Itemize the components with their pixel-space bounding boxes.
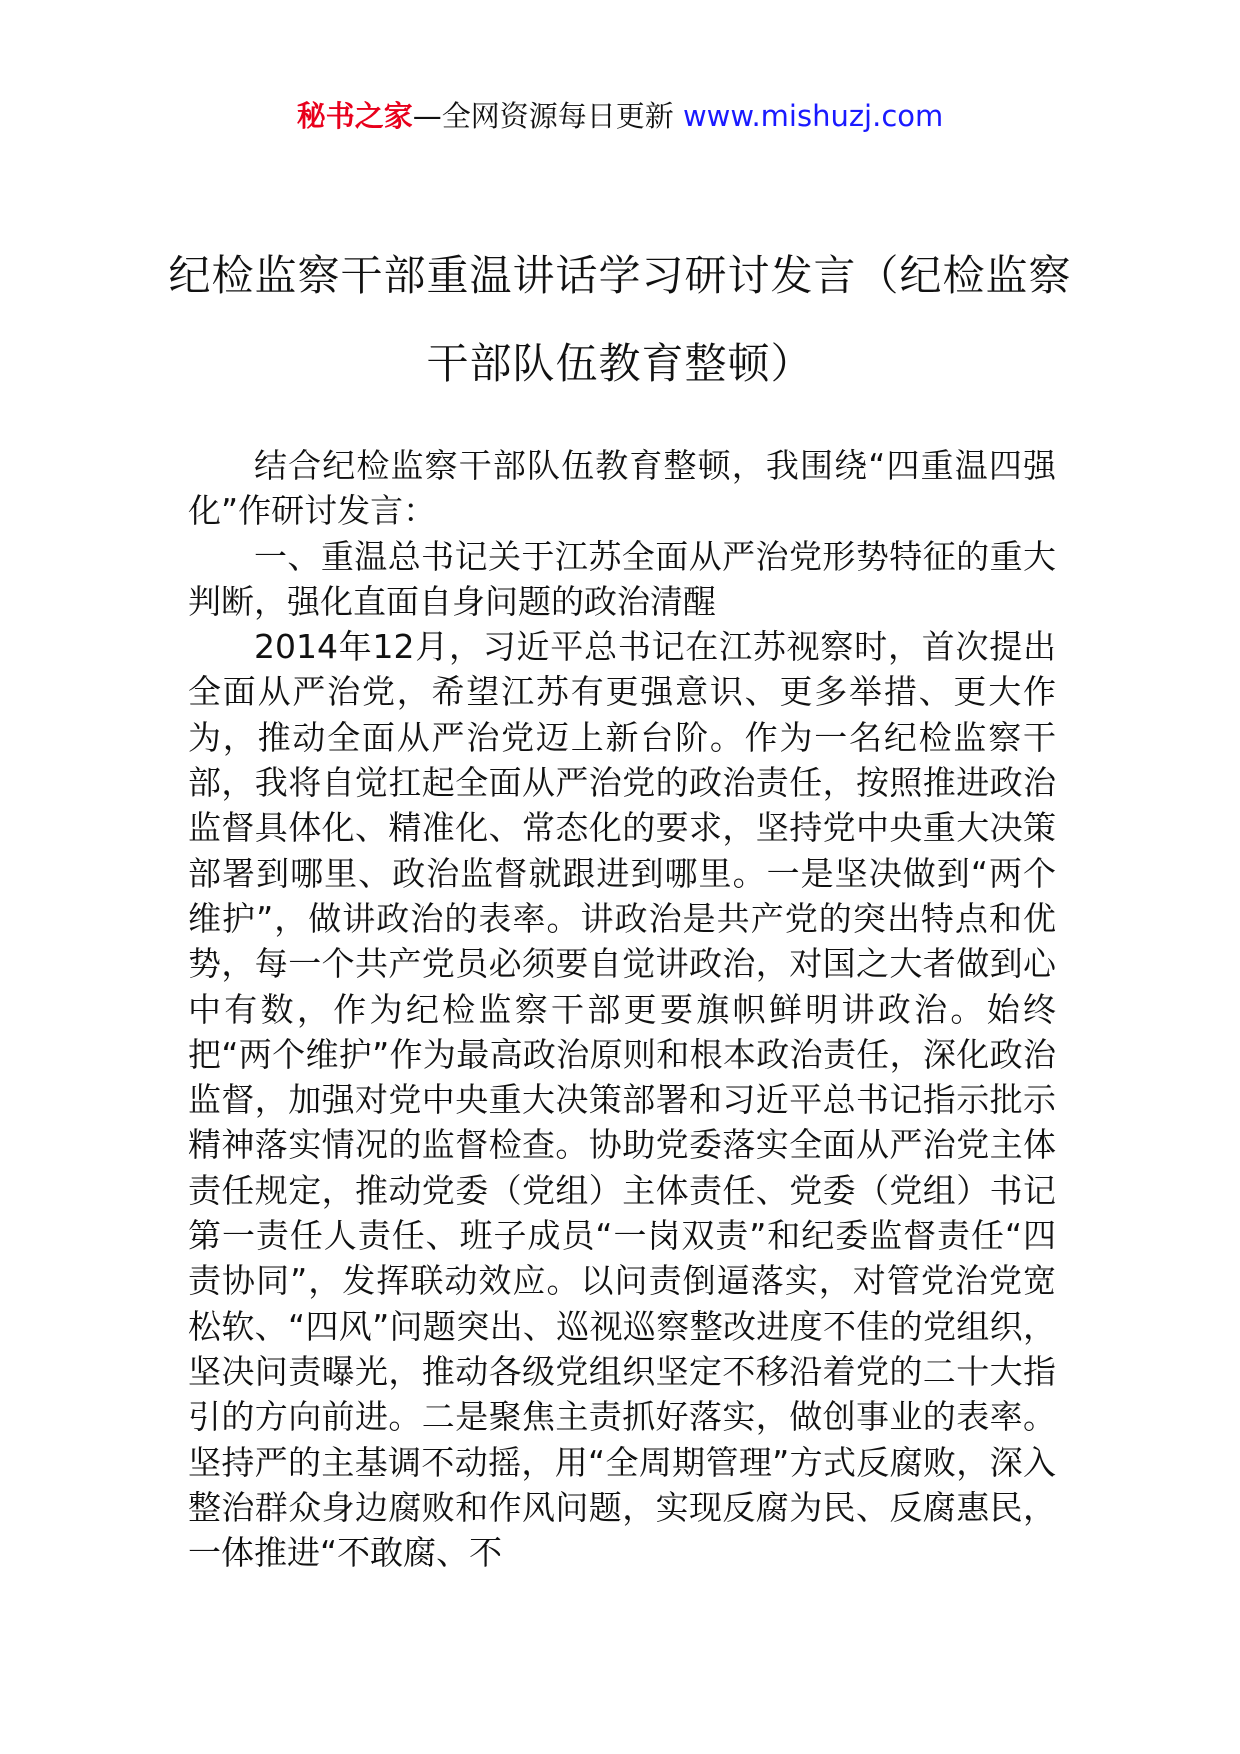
site-brand: 秘书之家 bbox=[296, 99, 413, 133]
body-paragraph: 2014年12月，习近平总书记在江苏视察时，首次提出全面从严治党，希望江苏有更强意识、更多举措、更大作为，推动全面从严治党迈上新台阶。作为一名纪检监察干部，我将自觉扛起全面从严治党的政治责任，按照推进政治监督具体化、精准化、常态化的要求，坚持党中央重大决策部署到哪里、政治监督就跟进到哪里。一是坚决做到“两个维护”，做讲政治的表率。讲政治是共产党的突出特点和优势，每一个共产党员必须要自觉讲政治，对国之大者做到心中有数，作为纪检监察干部更要旗帜鲜明讲政治。始终把“两个维护”作为最高政治原则和根本政治责任，深化政治监督，加强对党中央重大决策部署和习近平总书记指示批示精神落实情况的监督检查。协助党委落实全面从严治党主体责任规定，推动党委（党组）主体责任、党委（党组）书记第一责任人责任、班子成员“一岗双责”和纪委监督责任“四责协同”，发挥联动效应。以问责倒逼落实，对管党治党宽松软、“四风”问题突出、巡视巡察整改进度不佳的党组织，坚决问责曝光，推动各级党组织坚定不移沿着党的二十大指引的方向前进。二是聚焦主责抓好落实，做创事业的表率。坚持严的主基调不动摇，用“全周期管理”方式反腐败，深入整治群众身边腐败和作风问题，实现反腐为民、反腐惠民，一体推进“不敢腐、不 bbox=[188, 627, 1056, 1573]
site-slogan: —全网资源每日更新 bbox=[412, 99, 683, 133]
section-heading: 一、重温总书记关于江苏全面从严治党形势特征的重大判断，强化直面自身问题的政治清醒 bbox=[188, 536, 1056, 621]
document-title: 纪检监察干部重温讲话学习研讨发言（纪检监察干部队伍教育整顿） bbox=[168, 251, 1072, 388]
intro-paragraph: 结合纪检监察干部队伍教育整顿，我围绕“四重温四强化”作研讨发言： bbox=[188, 446, 1056, 531]
site-url-link[interactable]: www.mishuzj.com bbox=[682, 99, 944, 133]
document-body bbox=[188, 443, 1056, 1575]
site-header bbox=[0, 96, 1240, 136]
